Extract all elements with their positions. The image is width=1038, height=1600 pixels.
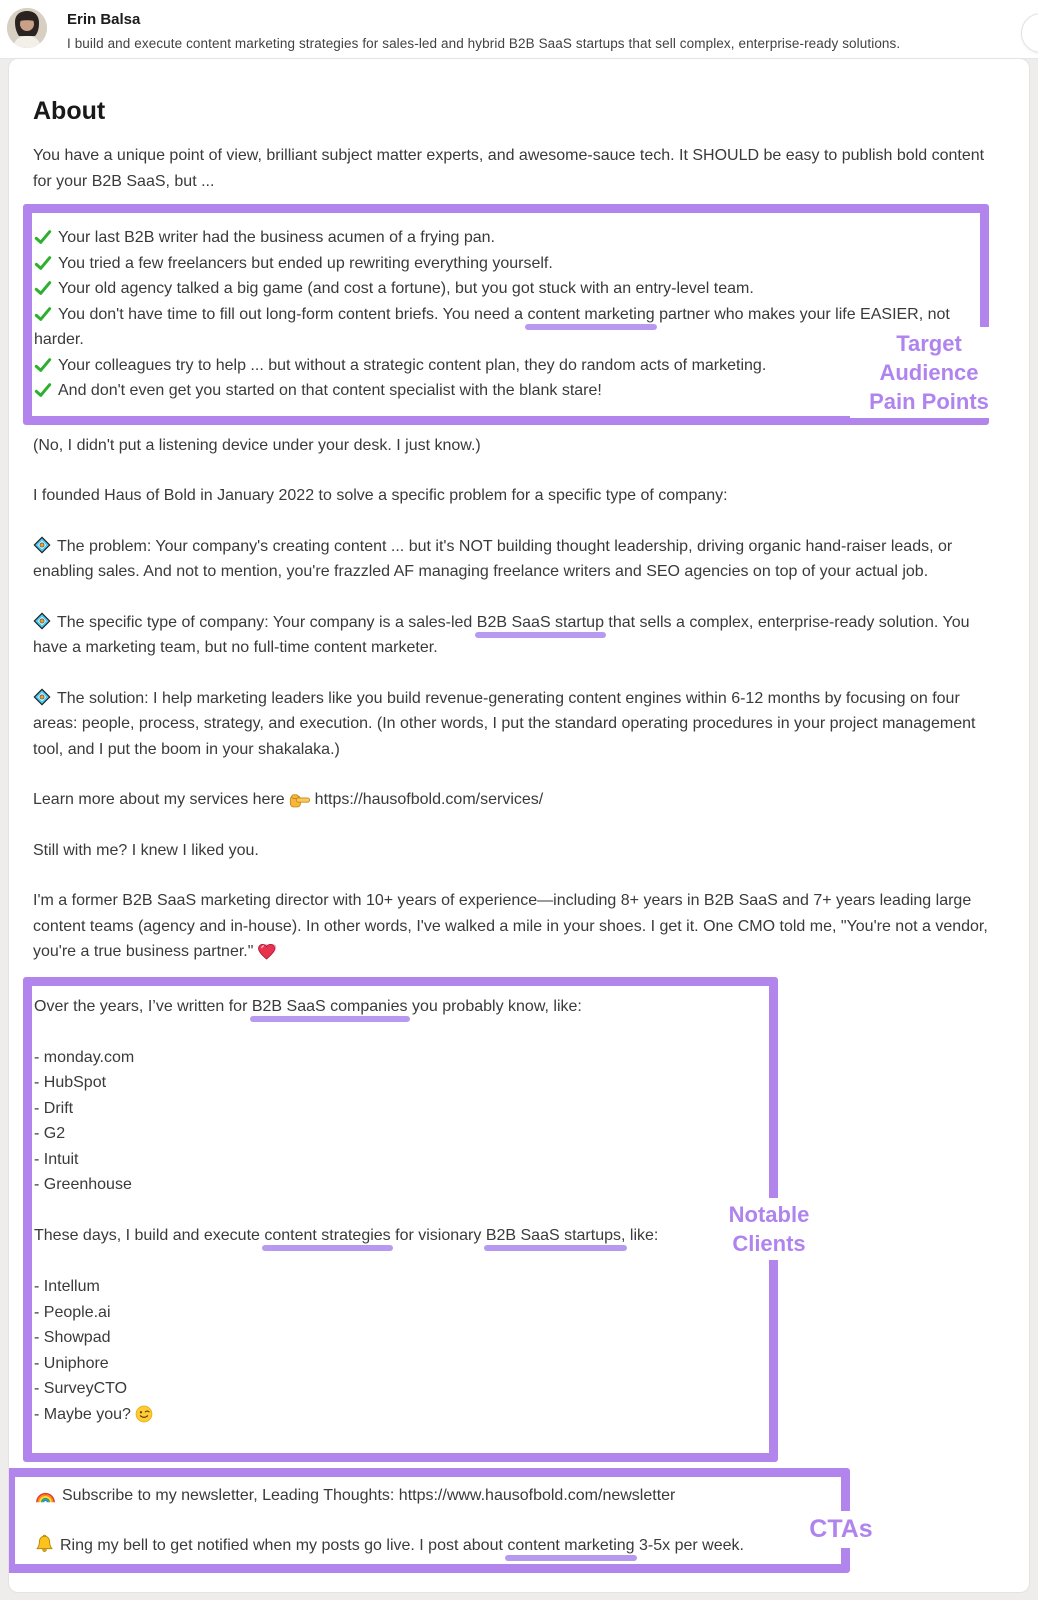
avatar[interactable] xyxy=(7,8,47,48)
profile-tagline: I build and execute content marketing strategies for sales-led and hybrid B2B SaaS startups that sell complex, enterprise-ready solutions. xyxy=(67,36,901,51)
services-url[interactable]: https://hausofbold.com/services/ xyxy=(314,791,544,808)
highlight-underline: content marketing xyxy=(527,305,655,323)
notable-clients-label: Notable Clients xyxy=(710,1198,828,1260)
problem-paragraph: The problem: Your company's creating content ... but it's NOT building thought leadership, driving organic hand-raiser leads, or enabling sales. And not to mention, you're frazzled AF managing freelance writers and SEO agencies on top of your actual job. xyxy=(33,537,953,580)
client-item: - Greenhouse xyxy=(34,1176,132,1193)
bell-icon xyxy=(35,1534,54,1553)
pointing-right-icon xyxy=(289,793,311,808)
aside-paragraph: (No, I didn't put a listening device under your desk. I just know.) xyxy=(33,436,481,454)
past-clients-heading: Over the years, I’ve written for B2B SaaS companies you probably know, like: xyxy=(34,997,582,1015)
highlight-underline: content strategies xyxy=(264,1227,391,1244)
client-item: - Drift xyxy=(34,1099,74,1117)
highlight-underline: B2B SaaS startup xyxy=(476,613,604,631)
notable-clients-annotation-box xyxy=(23,977,810,1463)
about-card xyxy=(8,58,1030,1593)
heart-icon xyxy=(257,941,278,960)
avatar-image xyxy=(7,8,47,48)
client-item: - G2 xyxy=(34,1125,66,1142)
highlight-underline: B2B SaaS startups, xyxy=(485,1227,626,1244)
wink-icon xyxy=(135,1405,153,1423)
diamond-icon xyxy=(33,688,51,706)
intro-paragraph: You have a unique point of view, brilliant subject matter experts, and awesome-sauce tech. It SHOULD be easy to publish bold content for your B2B SaaS, but ... xyxy=(33,147,985,190)
client-item: - monday.com xyxy=(34,1048,135,1066)
pain-point-item: Your colleagues try to help ... but without a strategic content plan, they do random acts of marketing. xyxy=(34,353,970,379)
check-icon xyxy=(34,306,52,322)
client-item: - SurveyCTO xyxy=(34,1380,128,1397)
pain-point-item: You don't have time to fill out long-form content briefs. You need a content marketing partner who makes your life EASIER, not harder. xyxy=(34,305,950,348)
company-type-paragraph: The specific type of company: Your company is a sales-led B2B SaaS startup that sells a complex, enterprise-ready solution. You have a marketing team, but no full-time content marketer. xyxy=(33,613,970,656)
pain-point-item: And don't even get you started on that content specialist with the blank stare! xyxy=(34,378,970,404)
client-item: - Intellum xyxy=(34,1278,100,1295)
bell-cta: Ring my bell to get notified when my posts go live. I post about content marketing 3-5x per week. xyxy=(35,1533,827,1559)
check-icon xyxy=(34,229,52,245)
check-icon xyxy=(34,382,52,398)
rainbow-icon xyxy=(35,1490,56,1503)
services-paragraph: Learn more about my services here https://hausofbold.com/services/ xyxy=(33,791,544,808)
highlight-underline: content marketing xyxy=(507,1536,635,1554)
still-with-me-paragraph: Still with me? I knew I liked you. xyxy=(33,841,259,859)
cta-annotation-box xyxy=(8,1468,873,1573)
check-icon xyxy=(34,255,52,271)
profile-name[interactable]: Erin Balsa xyxy=(67,11,141,28)
pain-point-item: You tried a few freelancers but ended up rewriting everything yourself. xyxy=(34,251,970,277)
current-clients-heading: These days, I build and execute content strategies for visionary B2B SaaS startups, like: xyxy=(34,1227,659,1244)
founded-paragraph: I founded Haus of Bold in January 2022 to solve a specific problem for a specific type of company: xyxy=(33,487,728,504)
diamond-icon xyxy=(33,612,51,630)
check-icon xyxy=(34,280,52,296)
profile-header xyxy=(0,0,1038,59)
client-item: - People.ai xyxy=(34,1303,111,1321)
ctas-label: CTAs xyxy=(801,1511,880,1548)
solution-paragraph: The solution: I help marketing leaders like you build revenue-generating content engines within 6-12 months by focusing on four areas: people, process, strategy, and execution. (In other words, I put the standard operating procedures in your project management tool, and I put the boom in your shakalaka.) xyxy=(33,689,976,758)
maybe-you-item: - Maybe you? xyxy=(34,1402,755,1428)
highlight-underline: B2B SaaS companies xyxy=(251,997,408,1015)
target-audience-pain-points-label: Target Audience Pain Points xyxy=(850,327,1008,418)
client-item: - Uniphore xyxy=(34,1354,109,1372)
pain-point-item: Your old agency talked a big game (and cost a fortune), but you got stuck with an entry-level team. xyxy=(34,276,970,302)
pain-point-item: Your last B2B writer had the business acumen of a frying pan. xyxy=(34,225,970,251)
diamond-icon xyxy=(33,536,51,554)
check-icon xyxy=(34,357,52,373)
client-item: - Intuit xyxy=(34,1150,79,1168)
newsletter-cta: Subscribe to my newsletter, Leading Thoughts: https://www.hausofbold.com/newsletter xyxy=(35,1483,827,1509)
pain-points-annotation-box xyxy=(23,204,989,425)
client-item: - HubSpot xyxy=(34,1074,107,1091)
about-section-title: About xyxy=(33,97,106,125)
experience-paragraph: I'm a former B2B SaaS marketing director with 10+ years of experience—including 8+ years in B2B SaaS and 7+ years leading large content teams (agency and in-house). In other words, I've walked a mile in your shoes. I get it. One CMO told me, "You're not a vendor, you're a true business partner." xyxy=(33,892,988,960)
client-item: - Showpad xyxy=(34,1329,111,1346)
